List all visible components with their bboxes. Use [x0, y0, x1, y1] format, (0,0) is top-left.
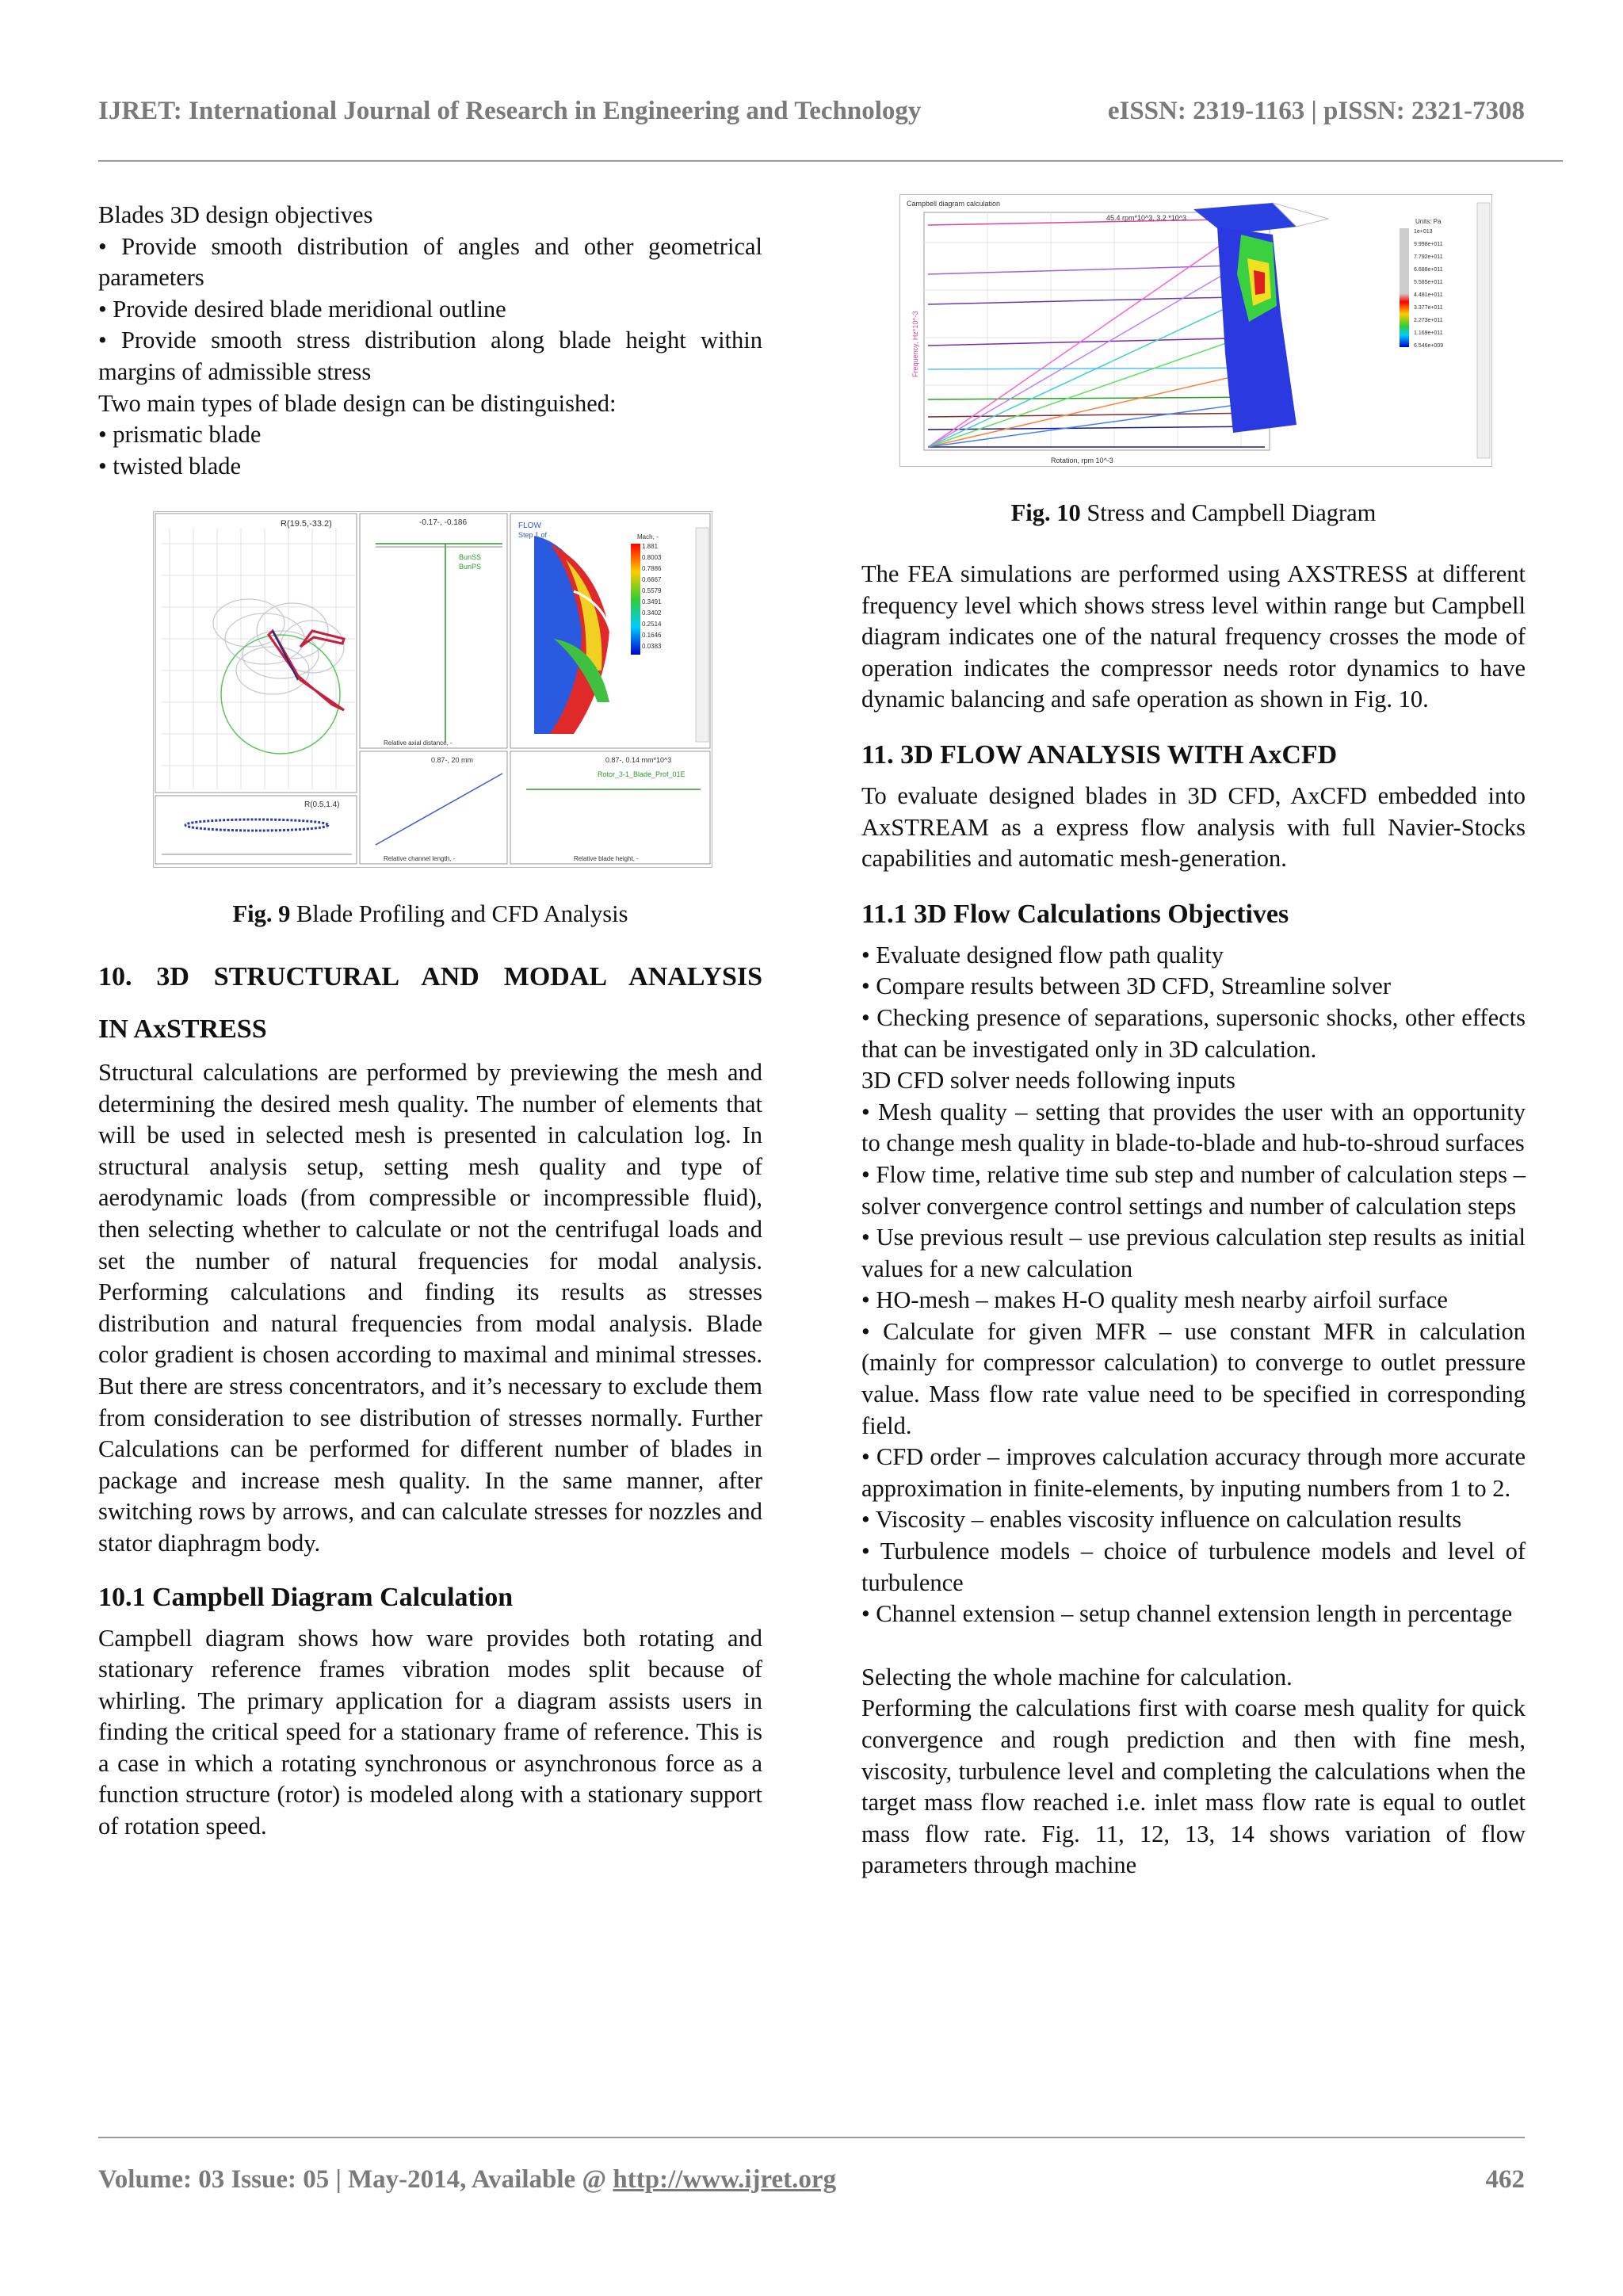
input-bullet: • HO-mesh – makes H-O quality mesh nearby airfoil surface: [861, 1286, 1448, 1314]
types-intro: Two main types of blade design can be distinguished:: [98, 389, 617, 417]
series-label: BunSS: [459, 553, 482, 561]
type-item: • prismatic blade: [98, 421, 262, 449]
legend-value: 0.3402: [642, 609, 662, 617]
plot-label: Rotor_3-1_Blade_Prof_01E: [598, 770, 685, 778]
legend-value: 0.5579: [642, 587, 662, 594]
readout-5: 0.87-, 0.14 mm*10^3: [605, 756, 672, 764]
objectives-title: Blades 3D design objectives: [98, 201, 373, 228]
section-10-title: 10. 3D STRUCTURAL AND MODAL ANALYSIS: [98, 962, 762, 991]
figure-10-caption-text: Stress and Campbell Diagram: [1086, 499, 1377, 526]
section-10-1-title: 10.1 Campbell Diagram Calculation: [98, 1582, 514, 1612]
section-11-body: To evaluate designed blades in 3D CFD, AxCFD embedded into AxSTREAM as a express flow analysis with full Navier-Stocks capabilities and automatic mesh-generation.: [861, 781, 1526, 873]
axis-label: Relative channel length, -: [384, 855, 456, 862]
section-10-body: Structural calculations are performed by previewing the mesh and determining the desired mesh quality. The number of elements that will be used in selected mesh is presented in calculation log. In structural analysis setup, setting mesh quality and type of aerodynamic loads (from compressible or incompressible fluid), then selecting whether to calculate or not the centrifugal loads and set the number of natural frequencies for modal analysis. Performing calculations and finding its results as stresses distribution and natural frequencies from modal analysis. Blade color gradient is chosen according to maximal and minimal stresses. But there are stress concentrators, and it’s necessary to exclude them from consideration to see distribution of stresses normally. Further Calculations can be performed for different number of blades in package and increase mesh quality. In the same manner, after switching rows by arrows, and can calculate stresses for nozzles and stator diaphragm body.: [98, 1059, 762, 1557]
objective-bullet: • Checking presence of separations, supersonic shocks, other effects that can be investigated only in 3D calculation.: [861, 1003, 1526, 1063]
journal-link[interactable]: http://www.ijret.org: [613, 2165, 837, 2194]
objective-item: • Provide smooth stress distribution along blade height within margins of admissible stress: [98, 327, 762, 385]
series-label: BunPS: [459, 563, 482, 571]
header-rule: [98, 160, 1563, 162]
legend-value: 1.881: [642, 543, 659, 550]
journal-title: IJRET: International Journal of Research in Engineering and Technology: [98, 97, 922, 125]
legend-value: 0.0383: [642, 643, 662, 650]
legend-value: 9.998e+011: [1414, 242, 1443, 247]
objective-bullet: • Compare results between 3D CFD, Streamline solver: [861, 972, 1391, 1000]
page-header: [98, 97, 1525, 136]
legend-value: 7.792e+011: [1414, 254, 1443, 260]
section-10-1-body: Campbell diagram shows how ware provides both rotating and stationary reference frames vibration modes split because of whirling. The primary application for a diagram assists users in finding the critical speed for a stationary frame of reference. This is a case in which a rotating synchronous or asynchronous force as a function structure (rotor) is modeled along with a stationary support of rotation speed.: [98, 1624, 762, 1840]
right-column: [861, 559, 1526, 1881]
y-axis-label: Frequency, Hz*10^-3: [911, 311, 919, 377]
legend-value: 0.3491: [642, 598, 662, 606]
legend-value: 0.8003: [642, 554, 662, 561]
input-bullet: • Use previous result – use previous calculation step results as initial values for a new calculation: [861, 1224, 1526, 1282]
legend-value: 0.2514: [642, 621, 662, 628]
legend-value: 2.273e+011: [1414, 318, 1443, 323]
section-10: [98, 951, 762, 1843]
step-label: Step 1 of: [518, 531, 548, 539]
legend-value: 3.377e+011: [1414, 305, 1443, 311]
legend-value: 0.6667: [642, 576, 662, 583]
final-paragraph: Performing the calculations first with coarse mesh quality for quick convergence and rough prediction and then with fine mesh, viscosity, turbulence level and completing the calculations when the target mass flow reached i.e. inlet mass flow rate is equal to outlet mass flow rate. Fig. 11, 12, 13, 14 shows variation of flow parameters through machine: [861, 1694, 1526, 1879]
volume-text: Volume: 03 Issue: 05 | May-2014, Available @: [98, 2165, 607, 2194]
input-bullet: • Viscosity – enables viscosity influence on calculation results: [861, 1506, 1462, 1534]
figure-10-image: [900, 195, 1491, 466]
legend-value: 6.546e+009: [1414, 343, 1444, 349]
legend-title: Mach, -: [637, 533, 659, 541]
figure-9-caption-text: Blade Profiling and CFD Analysis: [296, 900, 628, 927]
objective-item: • Provide desired blade meridional outline: [98, 295, 506, 323]
input-bullet: • Calculate for given MFR – use constant MFR in calculation (mainly for compressor calculation) to converge to outlet pressure value. Mass flow rate value need to be specified in corresponding field.: [861, 1317, 1526, 1439]
page-number: 462: [1485, 2165, 1525, 2194]
legend-value: 4.481e+011: [1414, 292, 1443, 298]
left-column-top: [98, 200, 762, 482]
chart-title: Campbell diagram calculation: [907, 200, 1001, 208]
objective-bullet: • Evaluate designed flow path quality: [861, 941, 1224, 968]
readout-1: R(19.5,-33.2): [281, 519, 332, 529]
figure-9-caption: [98, 899, 762, 930]
objective-item: • Provide smooth distribution of angles and other geometrical parameters: [98, 232, 762, 292]
readout-4: 0.87-, 20 mm: [431, 756, 474, 764]
legend-value: 1.169e+011: [1414, 330, 1443, 336]
fea-paragraph: The FEA simulations are performed using AXSTRESS at different frequency level which shows stress level within range but Campbell diagram indicates one of the natural frequency crosses the mode of operation indicates the compressor needs rotor dynamics to have dynamic balancing and safe operation as shown in Fig. 10.: [861, 560, 1526, 713]
input-bullet: • Channel extension – setup channel extension length in percentage: [861, 1600, 1513, 1628]
section-11-title: 11. 3D FLOW ANALYSIS WITH AxCFD: [861, 739, 1338, 770]
inputs-intro: 3D CFD solver needs following inputs: [861, 1067, 1235, 1095]
type-item: • twisted blade: [98, 452, 242, 479]
input-bullet: • CFD order – improves calculation accuracy through more accurate approximation in finite-elements, by inputing numbers from 1 to 2.: [861, 1443, 1526, 1502]
flow-label: FLOW: [518, 521, 541, 530]
x-axis-label: Rotation, rpm 10^-3: [1051, 457, 1113, 464]
axis-label: Relative axial distance, -: [384, 739, 453, 747]
legend-value: 6.688e+011: [1414, 267, 1443, 273]
legend-value: 1e+013: [1414, 229, 1433, 235]
stress-units: Units: Pa: [1415, 218, 1442, 225]
axis-label: Relative blade height, -: [574, 855, 639, 862]
figure-9-label: Fig. 9: [232, 900, 291, 927]
figure-10: [899, 194, 1492, 467]
readout-2: -0.17-, -0.186: [419, 518, 468, 527]
page-footer: [98, 2165, 1525, 2205]
legend-value: 0.7886: [642, 565, 662, 572]
section-11-1-title: 11.1 3D Flow Calculations Objectives: [861, 899, 1289, 929]
figure-9-image: [154, 512, 712, 867]
readout-3: R(0.5,1.4): [304, 800, 340, 809]
footer-volume: [98, 2165, 836, 2195]
legend-value: 0.1646: [642, 632, 662, 639]
chart-readout: 45.4 rpm*10^3, 3.2 *10^3: [1106, 214, 1187, 222]
input-bullet: • Mesh quality – setting that provides the user with an opportunity to change mesh quality in blade-to-blade and hub-to-shroud surfaces: [861, 1098, 1526, 1157]
figure-10-label: Fig. 10: [1010, 499, 1081, 526]
input-bullet: • Turbulence models – choice of turbulence models and level of turbulence: [861, 1538, 1526, 1596]
footer-rule: [98, 2137, 1525, 2138]
section-10-title-line2: IN AxSTRESS: [98, 1014, 267, 1044]
figure-9: [153, 511, 712, 868]
input-bullet: • Flow time, relative time sub step and number of calculation steps – solver convergence control settings and number of calculation steps: [861, 1160, 1526, 1220]
final-sentence: Selecting the whole machine for calculation.: [861, 1663, 1293, 1690]
issn: eISSN: 2319-1163 | pISSN: 2321-7308: [1107, 97, 1525, 125]
legend-value: 5.585e+011: [1414, 280, 1443, 285]
figure-10-caption: [861, 498, 1526, 529]
